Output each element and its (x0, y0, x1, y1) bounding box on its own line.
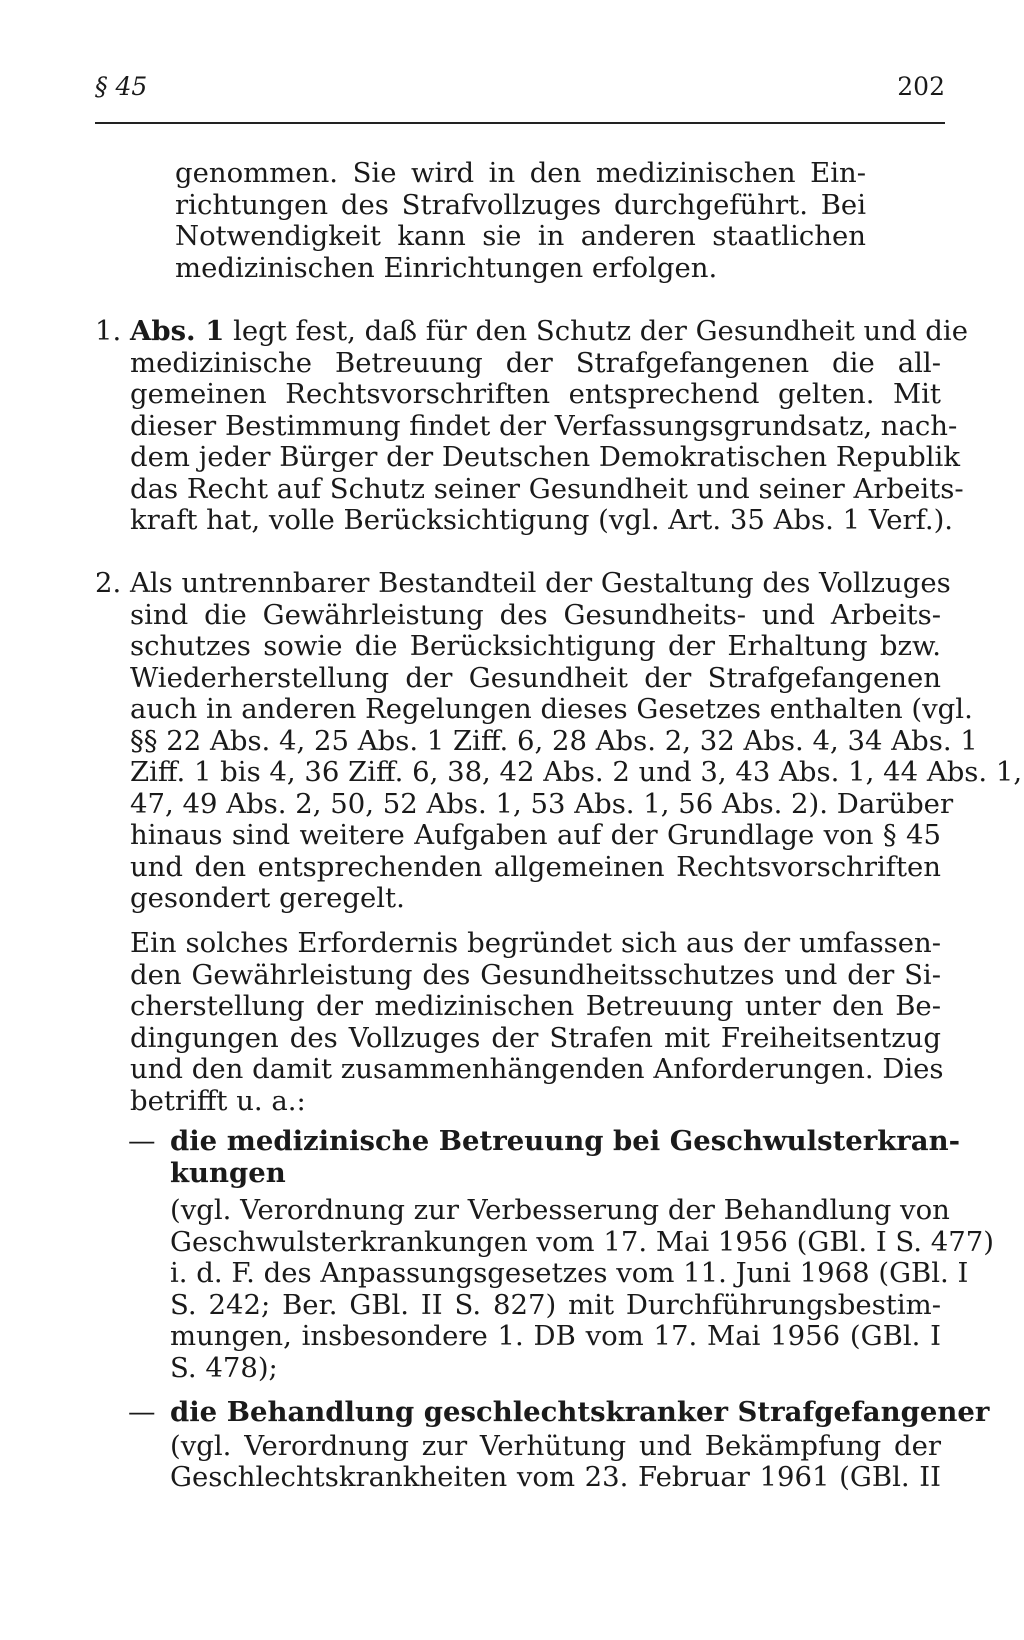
text-line: 47, 49 Abs. 2, 50, 52 Abs. 1, 53 Abs. 1, 56 Abs. 2). Darüber (130, 787, 954, 820)
text-line: mungen, insbesondere 1. DB vom 17. Mai 1956 (GBl. I (170, 1320, 941, 1352)
text-line: richtungen des Strafvollzuges durchgeführt. Bei (175, 188, 866, 221)
text-line: cherstellung der medizinischen Betreuung unter den Be- (130, 990, 941, 1022)
text-line: Geschlechtskrankheiten vom 23. Februar 1961 (GBl. II (170, 1461, 941, 1493)
paragraph-1 (130, 315, 968, 537)
text-line: Ziff. 1 bis 4, 36 Ziff. 6, 38, 42 Abs. 2 und 3, 43 Abs. 1, 44 Abs. 1, (130, 756, 1023, 788)
text-line: Wiederherstellung der Gesundheit der Strafgefangenen (130, 661, 941, 694)
text-line: genommen. Sie wird in den medizinischen Ein- (175, 157, 866, 189)
text-line: dieser Bestimmung findet der Verfassungsgrundsatz, nach- (130, 409, 958, 442)
text-line: kraft hat, volle Berücksichtigung (vgl. Art. 35 Abs. 1 Verf.). (130, 504, 954, 536)
text-line: das Recht auf Schutz seiner Gesundheit und seiner Arbeits- (130, 472, 964, 505)
item-heading: die Behandlung geschlechtskranker Strafgefangener (170, 1396, 990, 1428)
text-line: hinaus sind weitere Aufgaben auf der Grundlage von § 45 (130, 819, 941, 851)
text-line: S. 478); (170, 1351, 278, 1384)
intro-paragraph (175, 158, 866, 284)
text-line: betrifft u. a.: (130, 1084, 306, 1117)
text-line: Ein solches Erfordernis begründet sich aus der umfassen- (130, 927, 941, 959)
list-item (170, 1396, 990, 1494)
text-line: medizinischen Einrichtungen erfolgen. (175, 251, 718, 284)
list-dash: — (128, 1125, 156, 1157)
header-rule (95, 122, 945, 124)
item-heading: die medizinische Betreuung bei Geschwulsterkran- (170, 1125, 961, 1157)
paragraph-number: 2. (95, 567, 122, 599)
text-line: Geschwulsterkrankungen vom 17. Mai 1956 (GBl. I S. 477) (170, 1225, 994, 1258)
text-line: dem jeder Bürger der Deutschen Demokratischen Republik (130, 441, 961, 473)
first-line-rest: legt fest, daß für den Schutz der Gesundheit und die (224, 315, 968, 347)
list-item (170, 1125, 994, 1384)
text-line: den Gewährleistung des Gesundheitsschutzes und der Si- (130, 958, 941, 991)
text-line: schutzes sowie die Berücksichtigung der Erhaltung bzw. (130, 630, 941, 662)
text-line: Als untrennbarer Bestandteil der Gestaltung des Vollzuges (130, 567, 951, 599)
text-line: sind die Gewährleistung des Gesundheits- und Arbeits- (130, 598, 941, 631)
text-line: S. 242; Ber. GBl. II S. 827) mit Durchführungsbestim- (170, 1288, 941, 1321)
item-heading-line (170, 1158, 941, 1190)
text-line: und den damit zusammenhängenden Anforderungen. Dies (130, 1053, 944, 1085)
paragraph-number: 1. (95, 315, 122, 347)
paragraph-2 (130, 567, 1023, 915)
text-line: medizinische Betreuung der Strafgefangenen die all- (130, 346, 941, 379)
bold-lead: Abs. 1 (130, 315, 225, 347)
text-line: (vgl. Verordnung zur Verhütung und Bekämpfung der (170, 1429, 941, 1462)
page-number: 202 (897, 72, 945, 101)
section-reference: § 45 (95, 72, 148, 101)
text-line: §§ 22 Abs. 4, 25 Abs. 1 Ziff. 6, 28 Abs. 2, 32 Abs. 4, 34 Abs. 1 (130, 724, 978, 757)
item-heading-line (170, 1125, 961, 1158)
text-line: Notwendigkeit kann sie in anderen staatlichen (175, 220, 866, 252)
text-line: dingungen des Vollzuges der Strafen mit Freiheitsentzug (130, 1021, 941, 1054)
text-line: auch in anderen Regelungen dieses Gesetzes enthalten (vgl. (130, 693, 973, 725)
text-line: gesondert geregelt. (130, 882, 405, 914)
item-heading: kungen (170, 1156, 286, 1189)
item-heading-line (170, 1396, 990, 1429)
page-header (95, 62, 945, 106)
text-line: und den entsprechenden allgemeinen Rechtsvorschriften (130, 850, 941, 883)
paragraph-3 (130, 927, 944, 1117)
text-line: i. d. F. des Anpassungsgesetzes vom 11. Juni 1968 (GBl. I (170, 1257, 969, 1289)
text-line (130, 315, 968, 348)
text-line: (vgl. Verordnung zur Verbesserung der Behandlung von (170, 1194, 950, 1226)
list-dash: — (128, 1396, 156, 1428)
text-line: gemeinen Rechtsvorschriften entsprechend gelten. Mit (130, 378, 941, 410)
